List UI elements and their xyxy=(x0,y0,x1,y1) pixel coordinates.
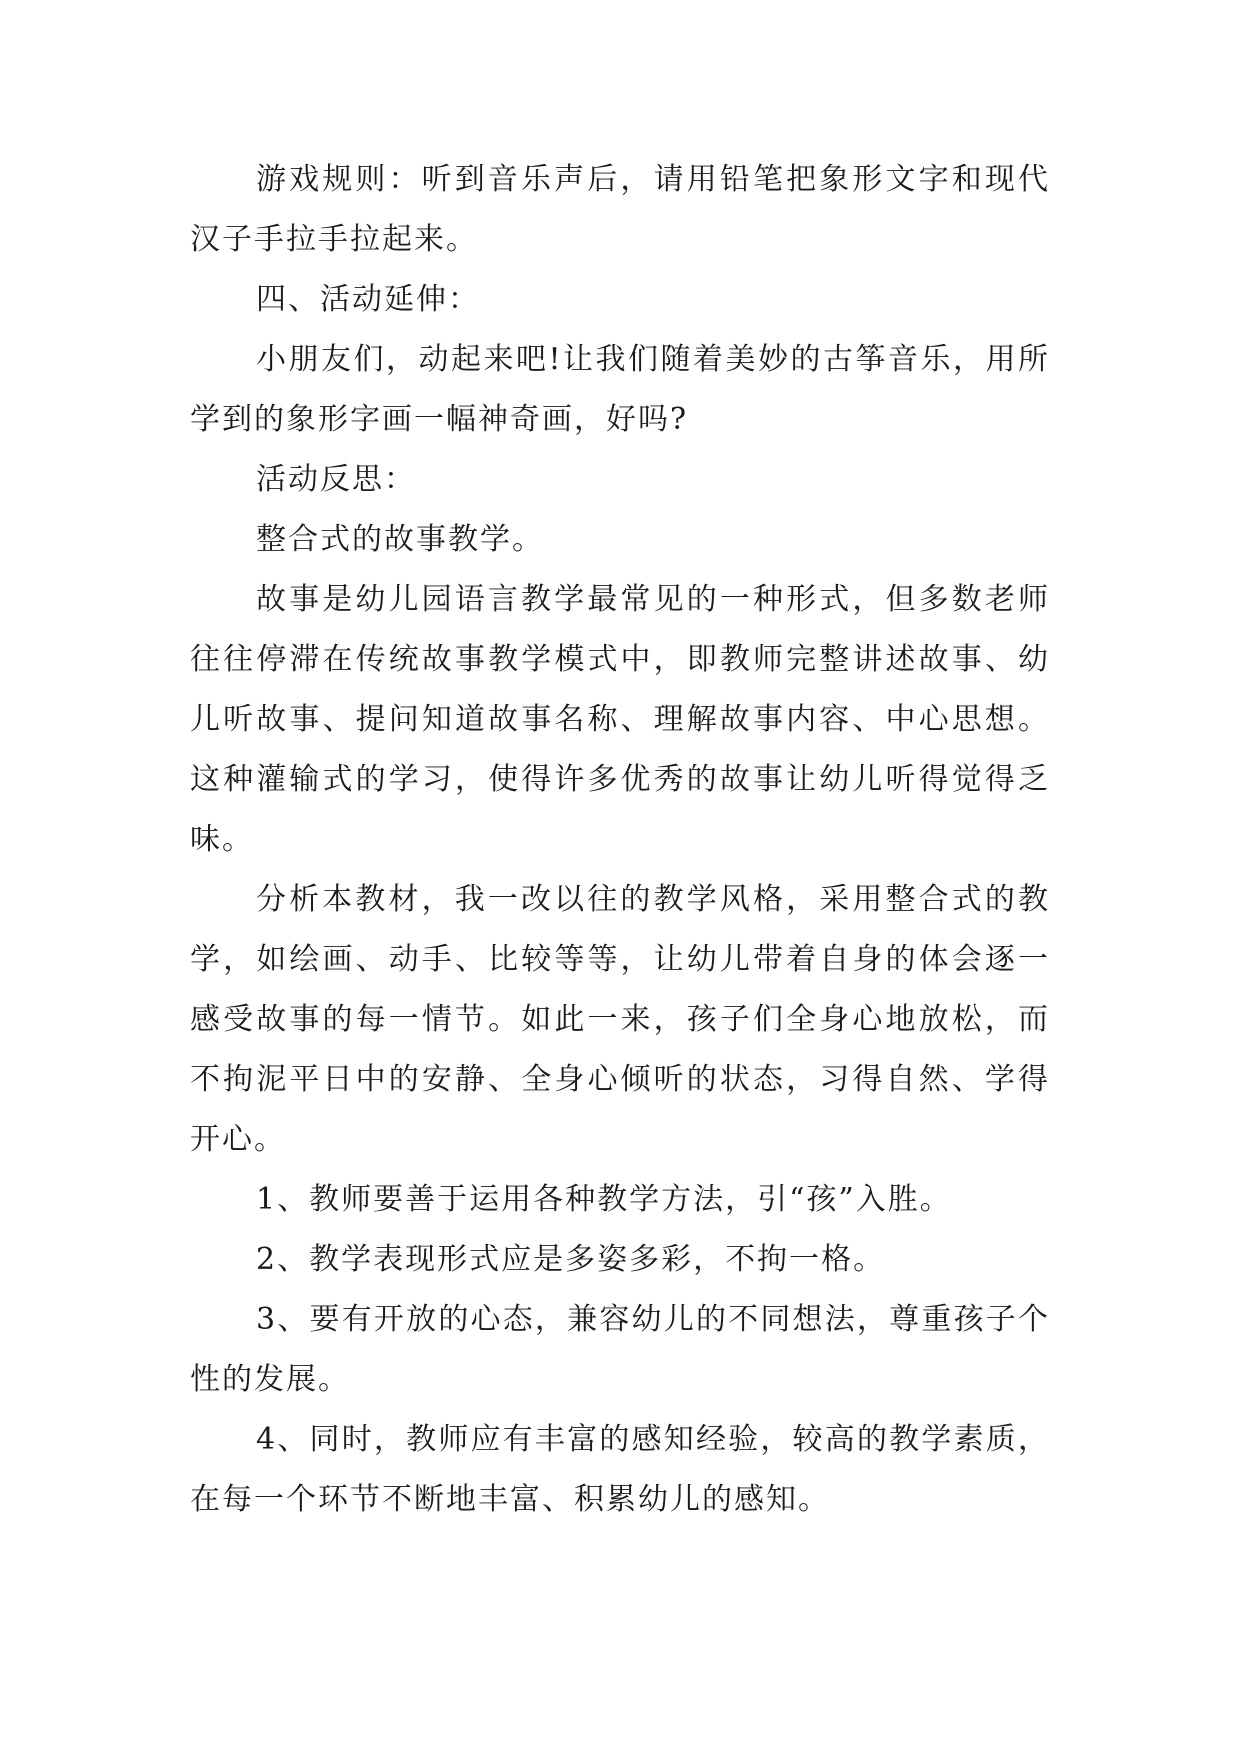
heading-activity-extension: 四、活动延伸： xyxy=(256,282,480,317)
list-item-2: 2、教学表现形式应是多姿多彩，不拘一格。 xyxy=(256,1242,886,1277)
paragraph-extension-content: 小朋友们，动起来吧!让我们随着美妙的古筝音乐，用所学到的象形字画一幅神奇画，好吗? xyxy=(190,342,1050,437)
document-body xyxy=(190,150,1050,1530)
paragraph-story-teaching: 故事是幼儿园语言教学最常见的一种形式，但多数老师往往停滞在传统故事教学模式中，即教师完整讲述故事、幼儿听故事、提问知道故事名称、理解故事内容、中心思想。这种灌输式的学习，使得许多优秀的故事让幼儿听得觉得乏味。 xyxy=(190,582,1050,857)
list-item-3: 3、要有开放的心态，兼容幼儿的不同想法，尊重孩子个性的发展。 xyxy=(190,1302,1050,1397)
list-item-4: 4、同时，教师应有丰富的感知经验，较高的教学素质，在每一个环节不断地丰富、积累幼儿的感知。 xyxy=(190,1422,1050,1517)
paragraph-game-rules: 游戏规则：听到音乐声后，请用铅笔把象形文字和现代汉子手拉手拉起来。 xyxy=(190,162,1050,257)
heading-activity-reflection: 活动反思： xyxy=(256,462,416,497)
list-item-1: 1、教师要善于运用各种教学方法，引“孩”入胜。 xyxy=(256,1182,952,1217)
paragraph-textbook-analysis: 分析本教材，我一改以往的教学风格，采用整合式的教学，如绘画、动手、比较等等，让幼儿带着自身的体会逐一感受故事的每一情节。如此一来，孩子们全身心地放松，而不拘泥平日中的安静、全身心倾听的状态，习得自然、学得开心。 xyxy=(190,882,1050,1157)
paragraph-integrated-teaching: 整合式的故事教学。 xyxy=(256,522,544,557)
